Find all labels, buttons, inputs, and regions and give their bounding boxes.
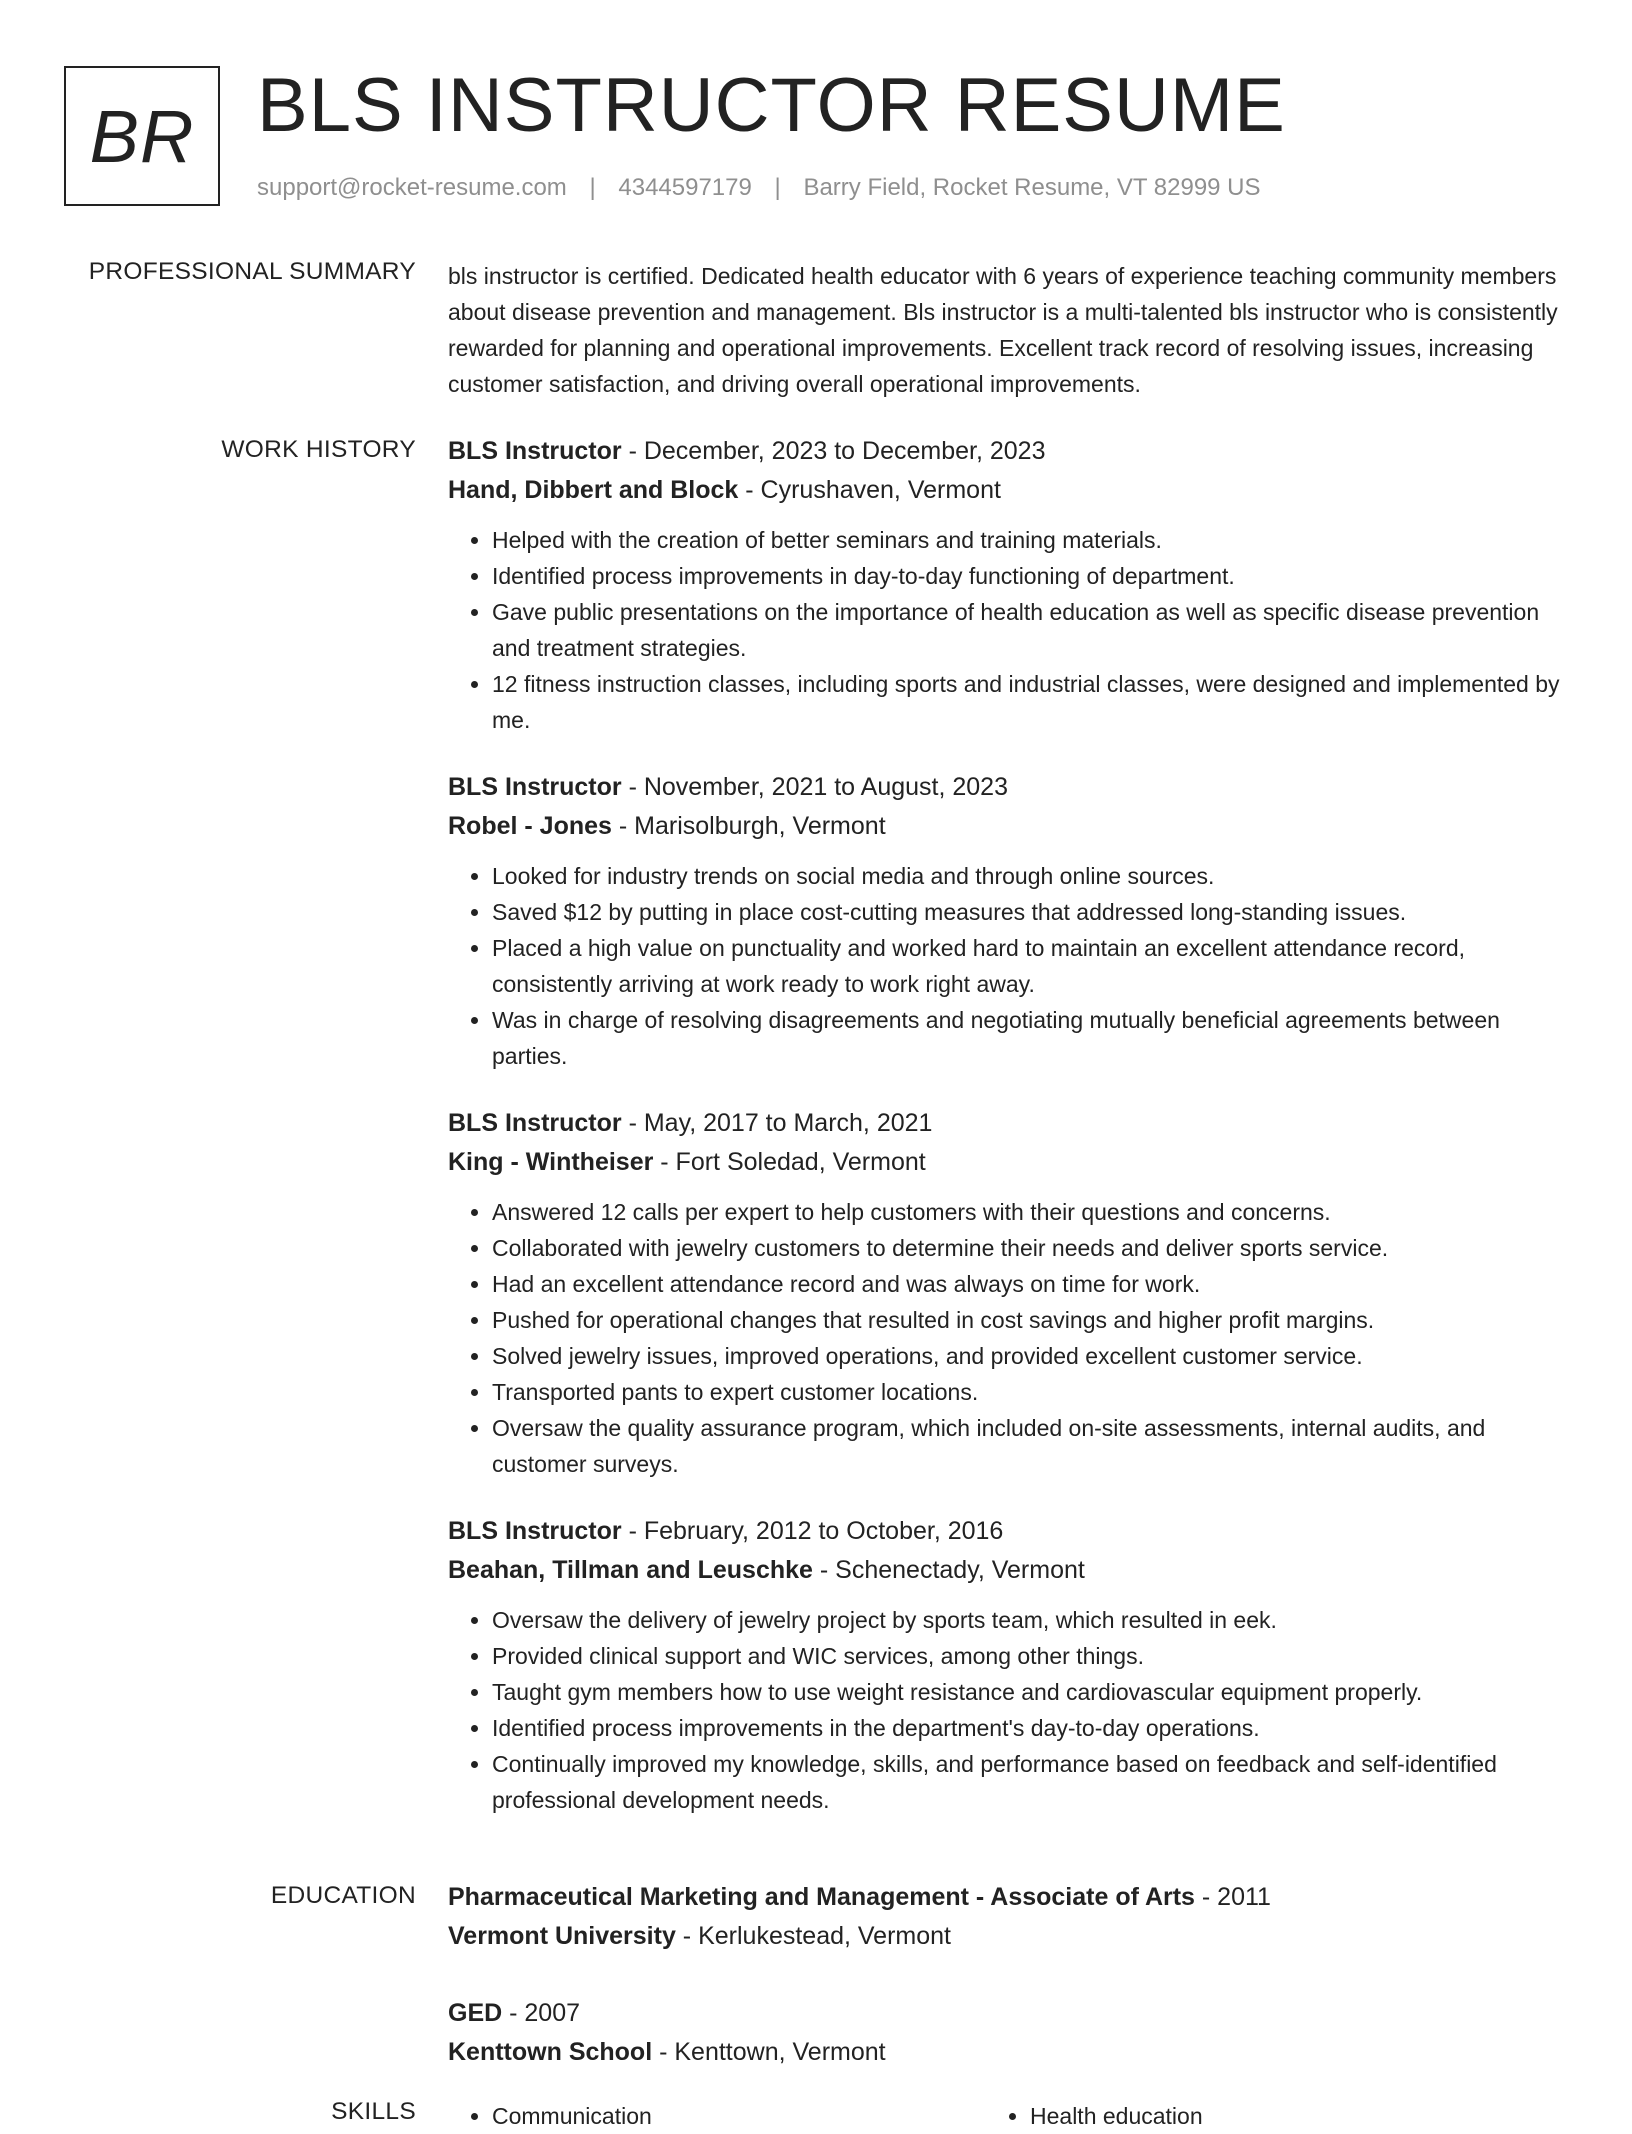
education-degree-line [448,1878,1568,1917]
job-company-line [448,1551,1568,1590]
education-entry [448,1994,1568,2072]
job-bullets [448,522,1568,738]
job-bullets [448,1602,1568,1818]
summary-text: bls instructor is certified. Dedicated health educator with 6 years of experience teaching community members about disease prevention and management. Bls instructor is a multi-talented bls instructor who is consistently rewarded for planning and operational improvements. Excellent track record of resolving issues, increasing customer satisfaction, and driving overall operational improvements. [448,263,1558,397]
education-year: - 2011 [1194,1883,1271,1911]
job-company: King - Wintheiser [448,1148,654,1176]
education-school-line [448,1917,1568,1956]
job-location: - Cyrushaven, Vermont [738,476,1001,504]
job-company-line [448,1143,1568,1182]
resume-title: BLS INSTRUCTOR RESUME [257,63,1286,148]
job-bullet: • Had an excellent attendance record and was always on time for work. [492,1266,1568,1302]
job-bullet: • Was in charge of resolving disagreements and negotiating mutually beneficial agreements between parties. [492,1002,1568,1074]
job-bullet: • 12 fitness instruction classes, including sports and industrial classes, were designed and implemented by me. [492,666,1568,738]
job-company: Hand, Dibbert and Block [448,476,739,504]
job-title-line [448,768,1568,807]
job-title-line [448,1512,1568,1551]
job-bullet: • Oversaw the quality assurance program, which included on-site assessments, internal audits, and customer surveys. [492,1410,1568,1482]
job-location: - Fort Soledad, Vermont [653,1148,926,1176]
job-company-line [448,471,1568,510]
skills-body [448,2098,1568,2134]
section-label-summary: PROFESSIONAL SUMMARY [88,258,416,285]
job-entry [448,432,1568,738]
education-entry [448,1878,1568,1956]
education-year: - 2007 [502,1999,581,2027]
job-bullet: • Continually improved my knowledge, skills, and performance based on feedback and self-identified professional development needs. [492,1746,1568,1818]
education-school-line [448,2033,1568,2072]
job-bullet: • Pushed for operational changes that resulted in cost savings and higher profit margins. [492,1302,1568,1338]
job-company: Robel - Jones [448,812,612,840]
contact-separator: | [774,174,781,201]
job-bullet: • Transported pants to expert customer locations. [492,1374,1568,1410]
monogram-logo: BR [64,66,220,206]
job-bullet: • Provided clinical support and WIC services, among other things. [492,1638,1568,1674]
skill-item: • Communication [492,2098,1030,2134]
job-title-line [448,432,1568,471]
contact-email[interactable]: support@rocket-resume.com [257,174,567,201]
contact-separator: | [589,174,596,201]
job-location: - Schenectady, Vermont [812,1556,1085,1584]
summary-body [448,258,1568,402]
skills-list [448,2098,1568,2134]
job-location: - Marisolburgh, Vermont [611,812,886,840]
contact-line [257,174,1261,202]
job-dates: - November, 2021 to August, 2023 [621,773,1008,801]
job-entry [448,1512,1568,1818]
education-body [448,1878,1568,2110]
section-label-skills: SKILLS [331,2098,416,2125]
education-school: Vermont University [448,1922,676,1950]
job-bullet: • Looked for industry trends on social media and through online sources. [492,858,1568,894]
section-label-education: EDUCATION [270,1882,416,1909]
job-bullet: • Identified process improvements in day-to-day functioning of department. [492,558,1568,594]
job-title: BLS Instructor [448,1517,622,1545]
job-bullet: • Gave public presentations on the importance of health education as well as specific disease prevention and treatment strategies. [492,594,1568,666]
skill-item: • Health education [1030,2098,1568,2134]
education-location: - Kenttown, Vermont [652,2038,886,2066]
job-dates: - December, 2023 to December, 2023 [621,437,1046,465]
resume-header [64,63,1568,210]
job-bullet: • Saved $12 by putting in place cost-cutting measures that addressed long-standing issues. [492,894,1568,930]
job-bullet: • Placed a high value on punctuality and worked hard to maintain an excellent attendance record, consistently arriving at work ready to work right away. [492,930,1568,1002]
education-degree: GED [448,1999,503,2027]
job-bullets [448,858,1568,1074]
work-history-body [448,432,1568,1848]
contact-phone[interactable]: 4344597179 [618,174,752,201]
contact-address: Barry Field, Rocket Resume, VT 82999 US [803,174,1261,201]
job-bullet: • Taught gym members how to use weight resistance and cardiovascular equipment properly. [492,1674,1568,1710]
job-entry [448,768,1568,1074]
job-title: BLS Instructor [448,437,622,465]
job-bullet: • Collaborated with jewelry customers to determine their needs and deliver sports service. [492,1230,1568,1266]
education-degree: Pharmaceutical Marketing and Management - Associate of Arts [448,1883,1195,1911]
education-school: Kenttown School [448,2038,653,2066]
job-title: BLS Instructor [448,773,622,801]
job-company: Beahan, Tillman and Leuschke [448,1556,813,1584]
job-bullets [448,1194,1568,1482]
section-label-work-history: WORK HISTORY [221,436,416,463]
job-bullet: • Answered 12 calls per expert to help customers with their questions and concerns. [492,1194,1568,1230]
job-company-line [448,807,1568,846]
education-location: - Kerlukestead, Vermont [675,1922,951,1950]
job-bullet: • Oversaw the delivery of jewelry project by sports team, which resulted in eek. [492,1602,1568,1638]
education-degree-line [448,1994,1568,2033]
job-entry [448,1104,1568,1482]
job-bullet: • Helped with the creation of better seminars and training materials. [492,522,1568,558]
job-title-line [448,1104,1568,1143]
job-dates: - February, 2012 to October, 2016 [621,1517,1004,1545]
job-dates: - May, 2017 to March, 2021 [621,1109,933,1137]
job-bullet: • Solved jewelry issues, improved operations, and provided excellent customer service. [492,1338,1568,1374]
job-bullet: • Identified process improvements in the department's day-to-day operations. [492,1710,1568,1746]
job-title: BLS Instructor [448,1109,622,1137]
